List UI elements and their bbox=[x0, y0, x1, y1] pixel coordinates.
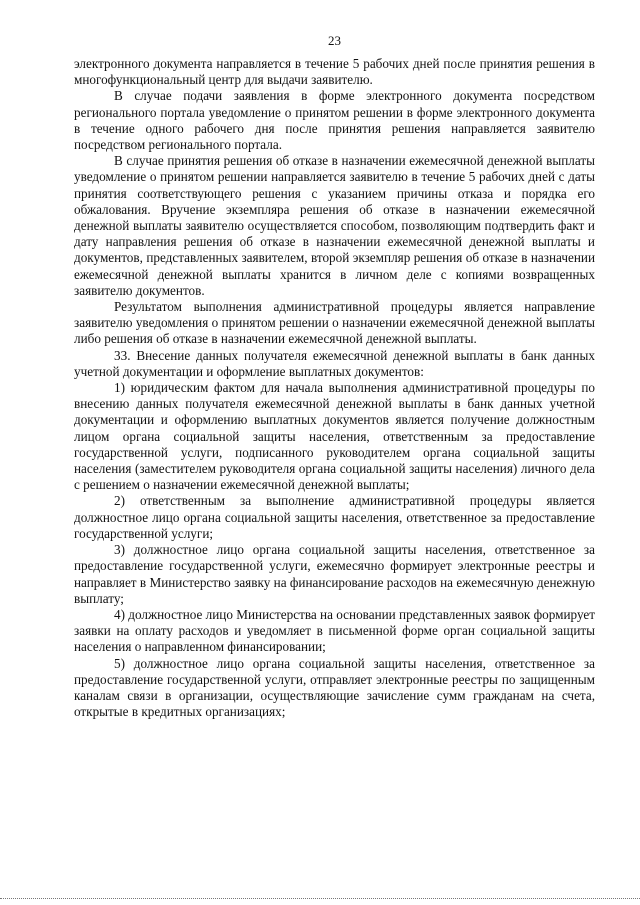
paragraph: электронного документа направляется в течение 5 рабочих дней после принятия решения в многофункциональный центр для выдачи заявителю. bbox=[74, 56, 595, 88]
paragraph: 4) должностное лицо Министерства на основании представленных заявок формирует заявки на оплату расходов и уведомляет в письменной форме орган социальной защиты населения о направленном финансировании; bbox=[74, 606, 596, 655]
paragraph: 3) должностное лицо органа социальной защиты населения, ответственное за предоставление государственной услуги, ежемесячно формирует электронные реестры и направляет в Министерство заявку на финансирование расходов на ежемесячную денежную выплату; bbox=[74, 542, 595, 606]
paragraph: 5) должностное лицо органа социальной защиты населения, ответственное за предоставление государственной услуги, отправляет электронные реестры по защищенным каналам связи в организации, осуществляющие зачисление сумм гражданам на счета, открытые в кредитных организациях; bbox=[74, 655, 595, 720]
paragraph: 33. Внесение данных получателя ежемесячной денежной выплаты в банк данных учетной документации и оформление выплатных документов: bbox=[74, 347, 595, 379]
scan-edge-line bbox=[0, 898, 640, 899]
paragraph: 1) юридическим фактом для начала выполнения административной процедуры по внесению данных получателя ежемесячной денежной выплаты в банк данных учетной документации и оформлению выплатных документов является получение должностным лицом органа социальной защиты населения, ответственным за предоставление государственной услуги, подписанного руководителем органа социальной защиты населения (заместителем руководителя органа социальной защиты населения) личного дела с решением о назначении ежемесячной денежной выплаты; bbox=[74, 380, 595, 493]
paragraph: В случае принятия решения об отказе в назначении ежемесячной денежной выплаты уведомление о принятом решении направляется заявителю в течение 5 рабочих дней с даты принятия соответствующего решения с указанием причины отказа и порядка его обжалования. Вручение экземпляра решения об отказе в назначении ежемесячной денежной выплаты заявителю осуществляется способом, позволяющим подтвердить факт и дату направления решения об отказе в назначении ежемесячной денежной выплаты и документов, представленных заявителем, второй экземпляр решения об отказе в назначении ежемесячной денежной выплаты хранится в личном деле с копиями возвращенных заявителю документов. bbox=[74, 153, 595, 298]
paragraph: Результатом выполнения административной процедуры является направление заявителю уведомления о принятом решении о назначении ежемесячной денежной выплаты либо решения об отказе в назначении ежемесячной денежной выплаты. bbox=[74, 299, 595, 347]
document-body bbox=[74, 56, 595, 720]
paragraph: В случае подачи заявления в форме электронного документа посредством регионального портала уведомление о принятом решении в форме электронного документа в течение одного рабочего дня после принятия решения направляется заявителю посредством регионального портала. bbox=[74, 88, 595, 153]
page-number: 23 bbox=[328, 33, 341, 48]
paragraph: 2) ответственным за выполнение административной процедуры является должностное лицо органа социальной защиты населения, ответственное за предоставление государственной услуги; bbox=[74, 493, 595, 541]
